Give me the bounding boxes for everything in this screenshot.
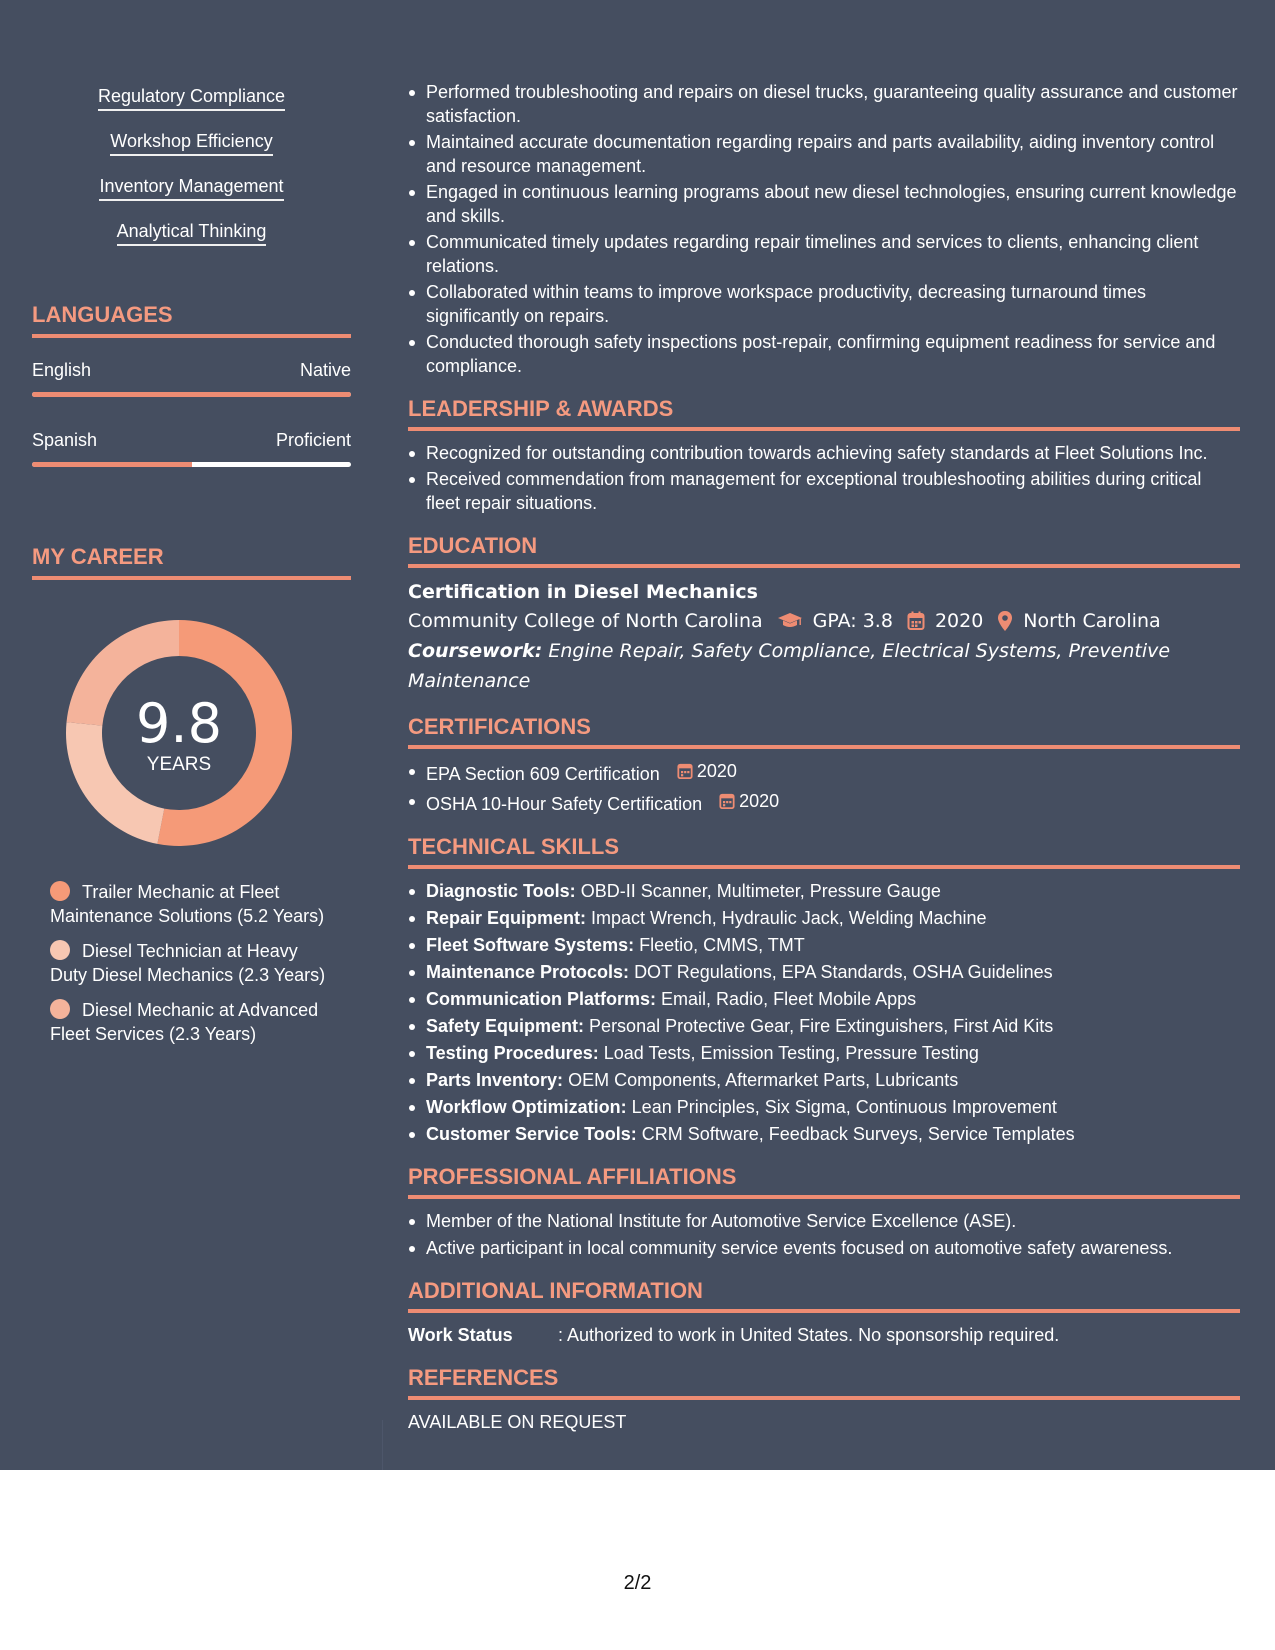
skill-label: Workflow Optimization: bbox=[426, 1097, 627, 1117]
career-item-text: Trailer Mechanic at Fleet Maintenance Solutions (5.2 Years) bbox=[50, 882, 325, 926]
technical-skill-item bbox=[408, 1041, 1240, 1065]
sidebar bbox=[32, 0, 351, 1470]
coursework-value: Engine Repair, Safety Compliance, Electrical Systems, Preventive Maintenance bbox=[408, 640, 1171, 692]
certification-item bbox=[408, 789, 1240, 816]
list-item: Maintained accurate documentation regarding repairs and parts availability, aiding inventory control and resource management. bbox=[408, 130, 1240, 178]
skills-list bbox=[32, 84, 351, 264]
technical-skill-item bbox=[408, 1095, 1240, 1119]
education-year: 2020 bbox=[934, 610, 984, 632]
career-dot bbox=[50, 940, 70, 960]
technical-skill-item bbox=[408, 879, 1240, 903]
skill-value: Email, Radio, Fleet Mobile Apps bbox=[661, 989, 917, 1009]
section-heading: ADDITIONAL INFORMATION bbox=[408, 1278, 1240, 1313]
skill-value: OEM Components, Aftermarket Parts, Lubricants bbox=[568, 1070, 959, 1090]
education-section bbox=[408, 533, 1240, 696]
main-column bbox=[408, 80, 1240, 1434]
career-item-text: Diesel Technician at Heavy Duty Diesel Mechanics (2.3 Years) bbox=[50, 941, 326, 985]
language-bar-fill bbox=[32, 392, 351, 397]
languages-heading: LANGUAGES bbox=[32, 302, 351, 338]
career-dot bbox=[50, 999, 70, 1019]
list-item: Active participant in local community service events focused on automotive safety awareness. bbox=[408, 1236, 1240, 1260]
work-status bbox=[408, 1323, 1240, 1347]
leadership-section bbox=[408, 396, 1240, 515]
references-section bbox=[408, 1365, 1240, 1434]
page-number: 2/2 bbox=[623, 1572, 652, 1594]
skill-value: Load Tests, Emission Testing, Pressure Testing bbox=[603, 1043, 979, 1063]
career-item bbox=[50, 880, 330, 928]
affiliations-section bbox=[408, 1164, 1240, 1260]
language-level: Native bbox=[299, 360, 351, 380]
certification-year: 2020 bbox=[696, 761, 737, 781]
references-text: AVAILABLE ON REQUEST bbox=[408, 1412, 627, 1432]
list-item: Communicated timely updates regarding repair timelines and services to clients, enhancing client relations. bbox=[408, 230, 1240, 278]
language-name: Spanish bbox=[32, 430, 98, 450]
skill-value: Impact Wrench, Hydraulic Jack, Welding Machine bbox=[591, 908, 987, 928]
section-heading: EDUCATION bbox=[408, 533, 1240, 568]
language-spanish bbox=[32, 428, 351, 467]
skill-item: Regulatory Compliance bbox=[98, 84, 285, 111]
skill-label: Communication Platforms: bbox=[426, 989, 657, 1009]
skill-item: Analytical Thinking bbox=[117, 219, 267, 246]
skill-item: Inventory Management bbox=[99, 174, 283, 201]
skill-value: OBD-II Scanner, Multimeter, Pressure Gauge bbox=[580, 881, 941, 901]
section-heading: REFERENCES bbox=[408, 1365, 1240, 1400]
work-status-label: Work Status bbox=[408, 1325, 513, 1345]
career-donut-chart bbox=[66, 620, 292, 846]
language-bar bbox=[32, 462, 351, 467]
work-status-value: : Authorized to work in United States. No sponsorship required. bbox=[558, 1325, 1060, 1345]
list-item: Received commendation from management for exceptional troubleshooting abilities during critical fleet repair situations. bbox=[408, 467, 1240, 515]
degree-title: Certification in Diesel Mechanics bbox=[408, 581, 758, 603]
language-name: English bbox=[32, 360, 92, 380]
section-heading: CERTIFICATIONS bbox=[408, 714, 1240, 749]
career-years-value: 9.8 bbox=[136, 692, 222, 755]
calendar-icon bbox=[719, 792, 735, 810]
skill-value: CRM Software, Feedback Surveys, Service Templates bbox=[641, 1124, 1075, 1144]
skill-label: Diagnostic Tools: bbox=[426, 881, 576, 901]
skill-label: Testing Procedures: bbox=[426, 1043, 599, 1063]
career-list bbox=[50, 880, 330, 1057]
skill-value: Personal Protective Gear, Fire Extinguishers, First Aid Kits bbox=[589, 1016, 1054, 1036]
graduation-cap-icon bbox=[777, 612, 803, 630]
certifications-section bbox=[408, 714, 1240, 816]
certification-item bbox=[408, 759, 1240, 786]
school-name: Community College of North Carolina bbox=[408, 610, 763, 632]
list-item: Recognized for outstanding contribution towards achieving safety standards at Fleet Solutions Inc. bbox=[408, 441, 1240, 465]
column-divider bbox=[382, 1420, 383, 1470]
career-item bbox=[50, 998, 330, 1046]
skill-label: Parts Inventory: bbox=[426, 1070, 564, 1090]
skill-value: DOT Regulations, EPA Standards, OSHA Guidelines bbox=[634, 962, 1053, 982]
technical-skill-item bbox=[408, 987, 1240, 1011]
experience-bullets bbox=[408, 80, 1240, 378]
skill-label: Safety Equipment: bbox=[426, 1016, 585, 1036]
certification-year: 2020 bbox=[739, 791, 780, 811]
list-item: Member of the National Institute for Automotive Service Excellence (ASE). bbox=[408, 1209, 1240, 1233]
education-location: North Carolina bbox=[1023, 610, 1161, 632]
coursework-label: Coursework: bbox=[408, 640, 543, 662]
list-item: Collaborated within teams to improve workspace productivity, decreasing turnaround times significantly on repairs. bbox=[408, 280, 1240, 328]
technical-skill-item bbox=[408, 1122, 1240, 1146]
language-bar bbox=[32, 392, 351, 397]
skill-item: Workshop Efficiency bbox=[110, 129, 272, 156]
skill-label: Customer Service Tools: bbox=[426, 1124, 637, 1144]
language-level: Proficient bbox=[275, 430, 351, 450]
list-item: Conducted thorough safety inspections post-repair, confirming equipment readiness for service and compliance. bbox=[408, 330, 1240, 378]
skill-label: Maintenance Protocols: bbox=[426, 962, 630, 982]
certification-name: EPA Section 609 Certification bbox=[426, 764, 660, 784]
certification-name: OSHA 10-Hour Safety Certification bbox=[426, 794, 703, 814]
technical-skill-item bbox=[408, 1068, 1240, 1092]
gpa: GPA: 3.8 bbox=[812, 610, 893, 632]
location-pin-icon bbox=[997, 610, 1013, 632]
career-years-unit: YEARS bbox=[146, 754, 212, 775]
section-heading: PROFESSIONAL AFFILIATIONS bbox=[408, 1164, 1240, 1199]
skill-label: Fleet Software Systems: bbox=[426, 935, 635, 955]
list-item: Engaged in continuous learning programs about new diesel technologies, ensuring current knowledge and skills. bbox=[408, 180, 1240, 228]
calendar-icon bbox=[677, 762, 693, 780]
technical-skill-item bbox=[408, 960, 1240, 984]
technical-skills-section bbox=[408, 834, 1240, 1146]
technical-skill-item bbox=[408, 906, 1240, 930]
career-dot bbox=[50, 881, 70, 901]
career-item bbox=[50, 939, 330, 987]
education-details bbox=[408, 606, 1240, 636]
career-heading: MY CAREER bbox=[32, 544, 351, 580]
list-item: Performed troubleshooting and repairs on diesel trucks, guaranteeing quality assurance and customer satisfaction. bbox=[408, 80, 1240, 128]
language-bar-fill bbox=[32, 462, 192, 467]
section-heading: LEADERSHIP & AWARDS bbox=[408, 396, 1240, 431]
skill-value: Lean Principles, Six Sigma, Continuous Improvement bbox=[631, 1097, 1057, 1117]
skill-value: Fleetio, CMMS, TMT bbox=[639, 935, 805, 955]
technical-skill-item bbox=[408, 933, 1240, 957]
calendar-icon bbox=[907, 611, 925, 631]
additional-section bbox=[408, 1278, 1240, 1347]
coursework bbox=[408, 636, 1240, 696]
language-english bbox=[32, 358, 351, 397]
section-heading: TECHNICAL SKILLS bbox=[408, 834, 1240, 869]
skill-label: Repair Equipment: bbox=[426, 908, 587, 928]
technical-skill-item bbox=[408, 1014, 1240, 1038]
career-item-text: Diesel Mechanic at Advanced Fleet Services (2.3 Years) bbox=[50, 1000, 319, 1044]
